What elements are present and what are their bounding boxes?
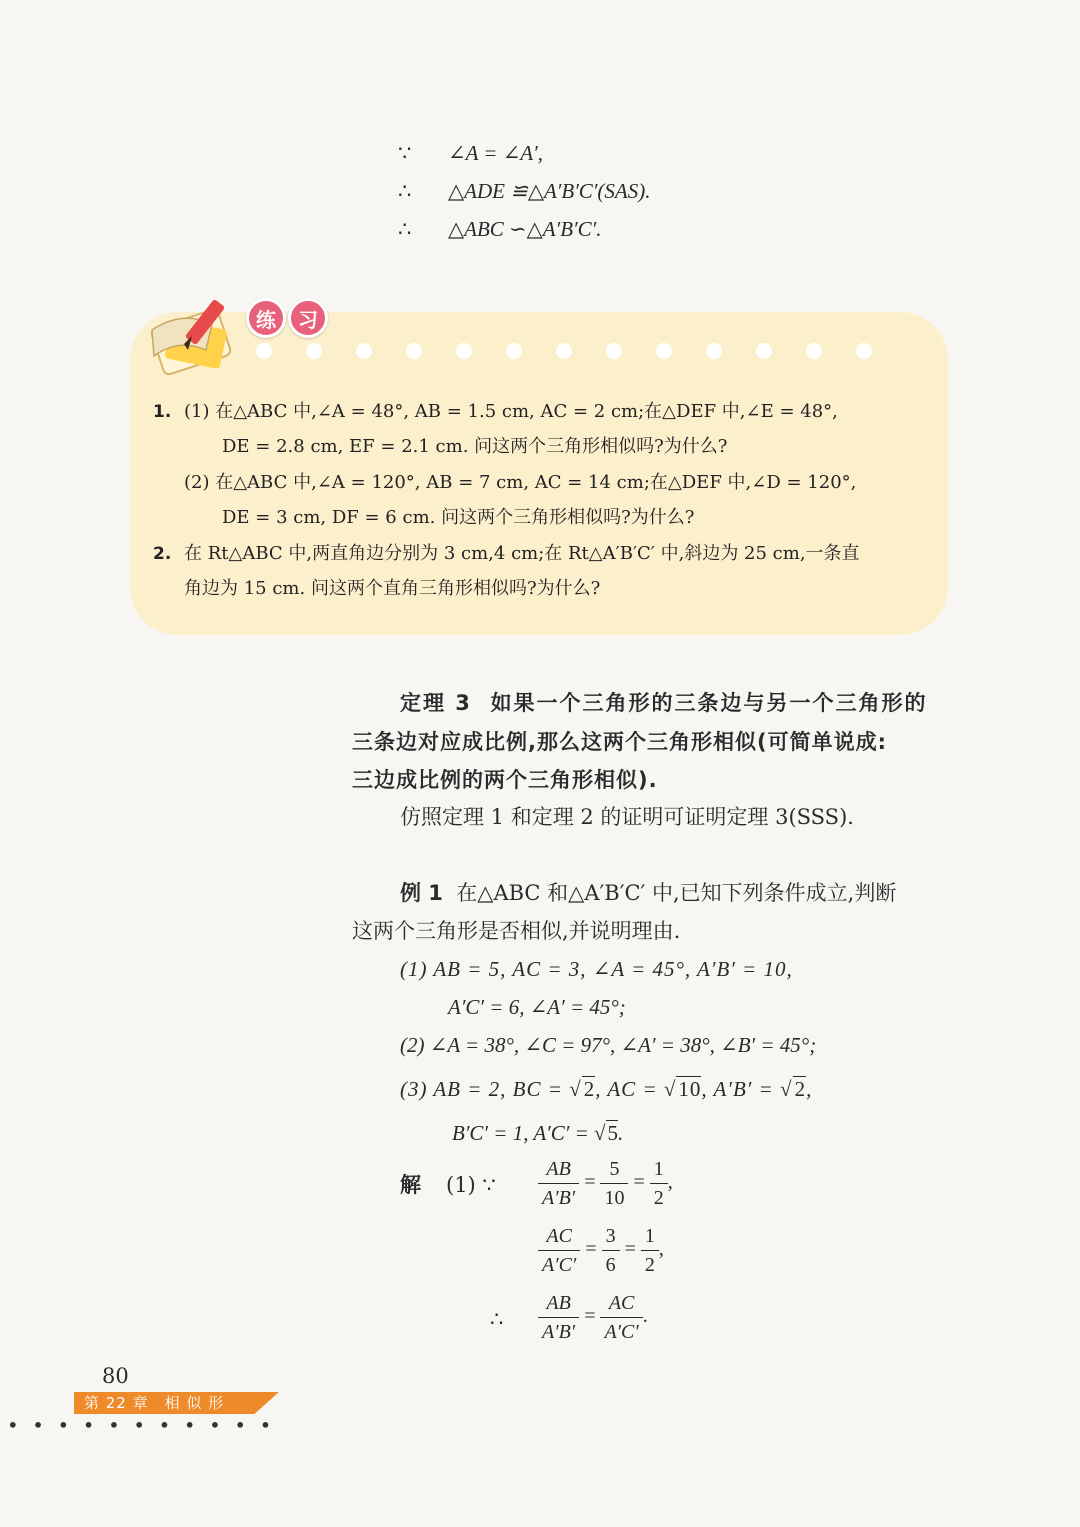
decor-dot xyxy=(306,343,322,359)
chapter-title: 第 22 章 相 似 形 xyxy=(84,1394,225,1412)
badge-practice-1: 练 xyxy=(246,298,286,338)
decor-dot xyxy=(706,343,722,359)
theorem-3-line-1: 定理 3 如果一个三角形的三条边与另一个三角形的 xyxy=(400,691,928,715)
footer-dots: • • • • • • • • • • • xyxy=(8,1416,274,1435)
example-label: 例 1 xyxy=(400,881,443,905)
equation-2: $\frac{AC}{A'C'}$ = $\frac{3}{6}$ = $\frac{1}{2}$ , xyxy=(538,1222,664,1279)
exercise-2-number: 2. xyxy=(153,544,172,564)
condition-1-line-1: (1) AB = 5, AC = 3, ∠A = 45°, A′B′ = 10, xyxy=(400,957,793,981)
example-1-line-1: 例 1 在△ABC 和△A′B′C′ 中,已知下列条件成立,判断 xyxy=(400,881,897,905)
solution-part-1: (1) ∵ xyxy=(446,1173,496,1197)
decor-dot xyxy=(606,343,622,359)
solution-label: 解 xyxy=(400,1173,421,1197)
decor-dot xyxy=(406,343,422,359)
badge-practice-2: 习 xyxy=(288,298,328,338)
example-1-line-2: 这两个三角形是否相似,并说明理由. xyxy=(352,919,681,943)
condition-3-line-2: B′C′ = 1, A′C′ = √5. xyxy=(452,1121,624,1145)
exercise-2-line-1: 在 Rt△ABC 中,两直角边分别为 3 cm,4 cm;在 Rt△A′B′C′ 中,斜边为 25 cm,一条直 xyxy=(184,543,860,564)
decor-dot xyxy=(356,343,372,359)
therefore-symbol: ∴ xyxy=(490,1307,504,1331)
decor-dot xyxy=(556,343,572,359)
condition-3-line-1: (3) AB = 2, BC = √2, AC = √10, A′B′ = √2, xyxy=(400,1077,813,1101)
decor-dot xyxy=(456,343,472,359)
pencil-paper-icon xyxy=(142,290,252,380)
exercise-1-1-line-2: DE = 2.8 cm, EF = 2.1 cm. 问这两个三角形相似吗?为什么? xyxy=(222,436,728,457)
equation-3: $\frac{AB}{A'B'}$ = $\frac{AC}{A'C'}$ . xyxy=(538,1289,648,1346)
exercise-1-1-line-1: (1) 在△ABC 中,∠A = 48°, AB = 1.5 cm, AC = 2 cm;在△DEF 中,∠E = 48°, xyxy=(184,401,838,422)
proof-line-3: ∴ △ABC ∽△A′B′C′. xyxy=(398,217,602,241)
equation-1: $\frac{AB}{A'B'}$ = $\frac{5}{10}$ = $\frac{1}{2}$ , xyxy=(538,1155,673,1212)
decor-dot xyxy=(756,343,772,359)
theorem-3-line-2: 三条边对应成比例,那么这两个三角形相似(可简单说成: xyxy=(352,730,887,754)
proof-line-1: ∵ ∠A = ∠A′, xyxy=(398,141,543,165)
condition-1-line-2: A′C′ = 6, ∠A′ = 45°; xyxy=(448,995,626,1019)
theorem-3-line-3: 三边成比例的两个三角形相似). xyxy=(352,768,658,792)
proof-line-2: ∴ △ADE ≌△A′B′C′(SAS). xyxy=(398,179,651,203)
theorem-3-note: 仿照定理 1 和定理 2 的证明可证明定理 3(SSS). xyxy=(400,805,854,829)
decor-dot xyxy=(856,343,872,359)
decor-dot xyxy=(806,343,822,359)
exercise-1-2-line-1: (2) 在△ABC 中,∠A = 120°, AB = 7 cm, AC = 14 cm;在△DEF 中,∠D = 120°, xyxy=(184,472,857,493)
exercise-2-line-2: 角边为 15 cm. 问这两个直角三角形相似吗?为什么? xyxy=(184,578,601,599)
exercise-1-2-line-2: DE = 3 cm, DF = 6 cm. 问这两个三角形相似吗?为什么? xyxy=(222,507,695,528)
theorem-label: 定理 3 xyxy=(400,691,472,715)
decor-dot xyxy=(256,343,272,359)
exercise-1-number: 1. xyxy=(153,402,172,422)
page-number: 80 xyxy=(102,1364,129,1388)
decor-dot xyxy=(656,343,672,359)
decor-dot xyxy=(506,343,522,359)
condition-2: (2) ∠A = 38°, ∠C = 97°, ∠A′ = 38°, ∠B′ = 45°; xyxy=(400,1033,817,1057)
